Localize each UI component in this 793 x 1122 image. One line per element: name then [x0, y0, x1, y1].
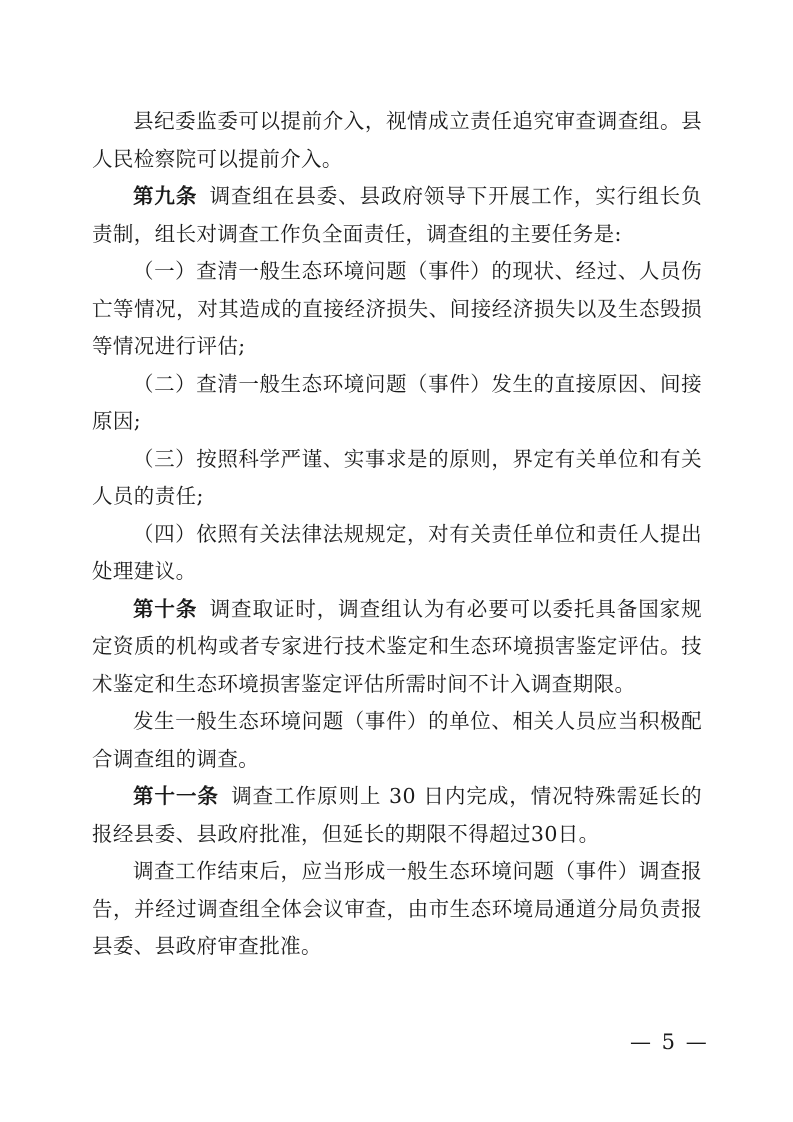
paragraph — [92, 103, 702, 178]
article-paragraph — [92, 591, 702, 704]
list-item-paragraph — [92, 441, 702, 516]
article-label: 第十条 — [133, 596, 198, 621]
list-item-paragraph — [92, 516, 702, 591]
article-paragraph — [92, 178, 702, 253]
paragraph-text: （三）按照科学严谨、实事求是的原则，界定有关单位和有关人员的责任; — [92, 446, 702, 508]
list-item-paragraph — [92, 366, 702, 441]
paragraph — [92, 853, 702, 966]
paragraph-text: （二）查清一般生态环境问题（事件）发生的直接原因、间接原因; — [92, 371, 702, 433]
document-page — [92, 103, 702, 966]
paragraph-text: 调查取证时，调查组认为有必要可以委托具备国家规定资质的机构或者专家进行技术鉴定和生态环境损害鉴定评估。技术鉴定和生态环境损害鉴定评估所需时间不计入调查期限。 — [92, 596, 702, 696]
list-item-paragraph — [92, 253, 702, 366]
paragraph-text: 调查工作结束后，应当形成一般生态环境问题（事件）调查报告，并经过调查组全体会议审查，由市生态环境局通道分局负责报县委、县政府审查批准。 — [92, 859, 702, 958]
paragraph-text: （一）查清一般生态环境问题（事件）的现状、经过、人员伤亡等情况，对其造成的直接经济损失、间接经济损失以及生态毁损等情况进行评估; — [92, 259, 702, 358]
paragraph — [92, 703, 702, 778]
paragraph-text: （四）依照有关法律法规规定，对有关责任单位和责任人提出处理建议。 — [92, 521, 702, 583]
page-number: — 5 — — [630, 1030, 709, 1054]
paragraph-text: 调查组在县委、县政府领导下开展工作，实行组长负责制，组长对调查工作负全面责任，调查组的主要任务是: — [92, 184, 702, 246]
article-label: 第十一条 — [133, 784, 219, 808]
article-label: 第九条 — [133, 184, 198, 208]
paragraph-text: 调查工作原则上 30 日内完成，情况特殊需延长的报经县委、县政府批准，但延长的期限不得超过30日。 — [92, 784, 702, 846]
paragraph-text: 发生一般生态环境问题（事件）的单位、相关人员应当积极配合调查组的调查。 — [92, 709, 702, 771]
paragraph-text: 县纪委监委可以提前介入，视情成立责任追究审查调查组。县人民检察院可以提前介入。 — [92, 109, 702, 171]
article-paragraph — [92, 778, 702, 853]
